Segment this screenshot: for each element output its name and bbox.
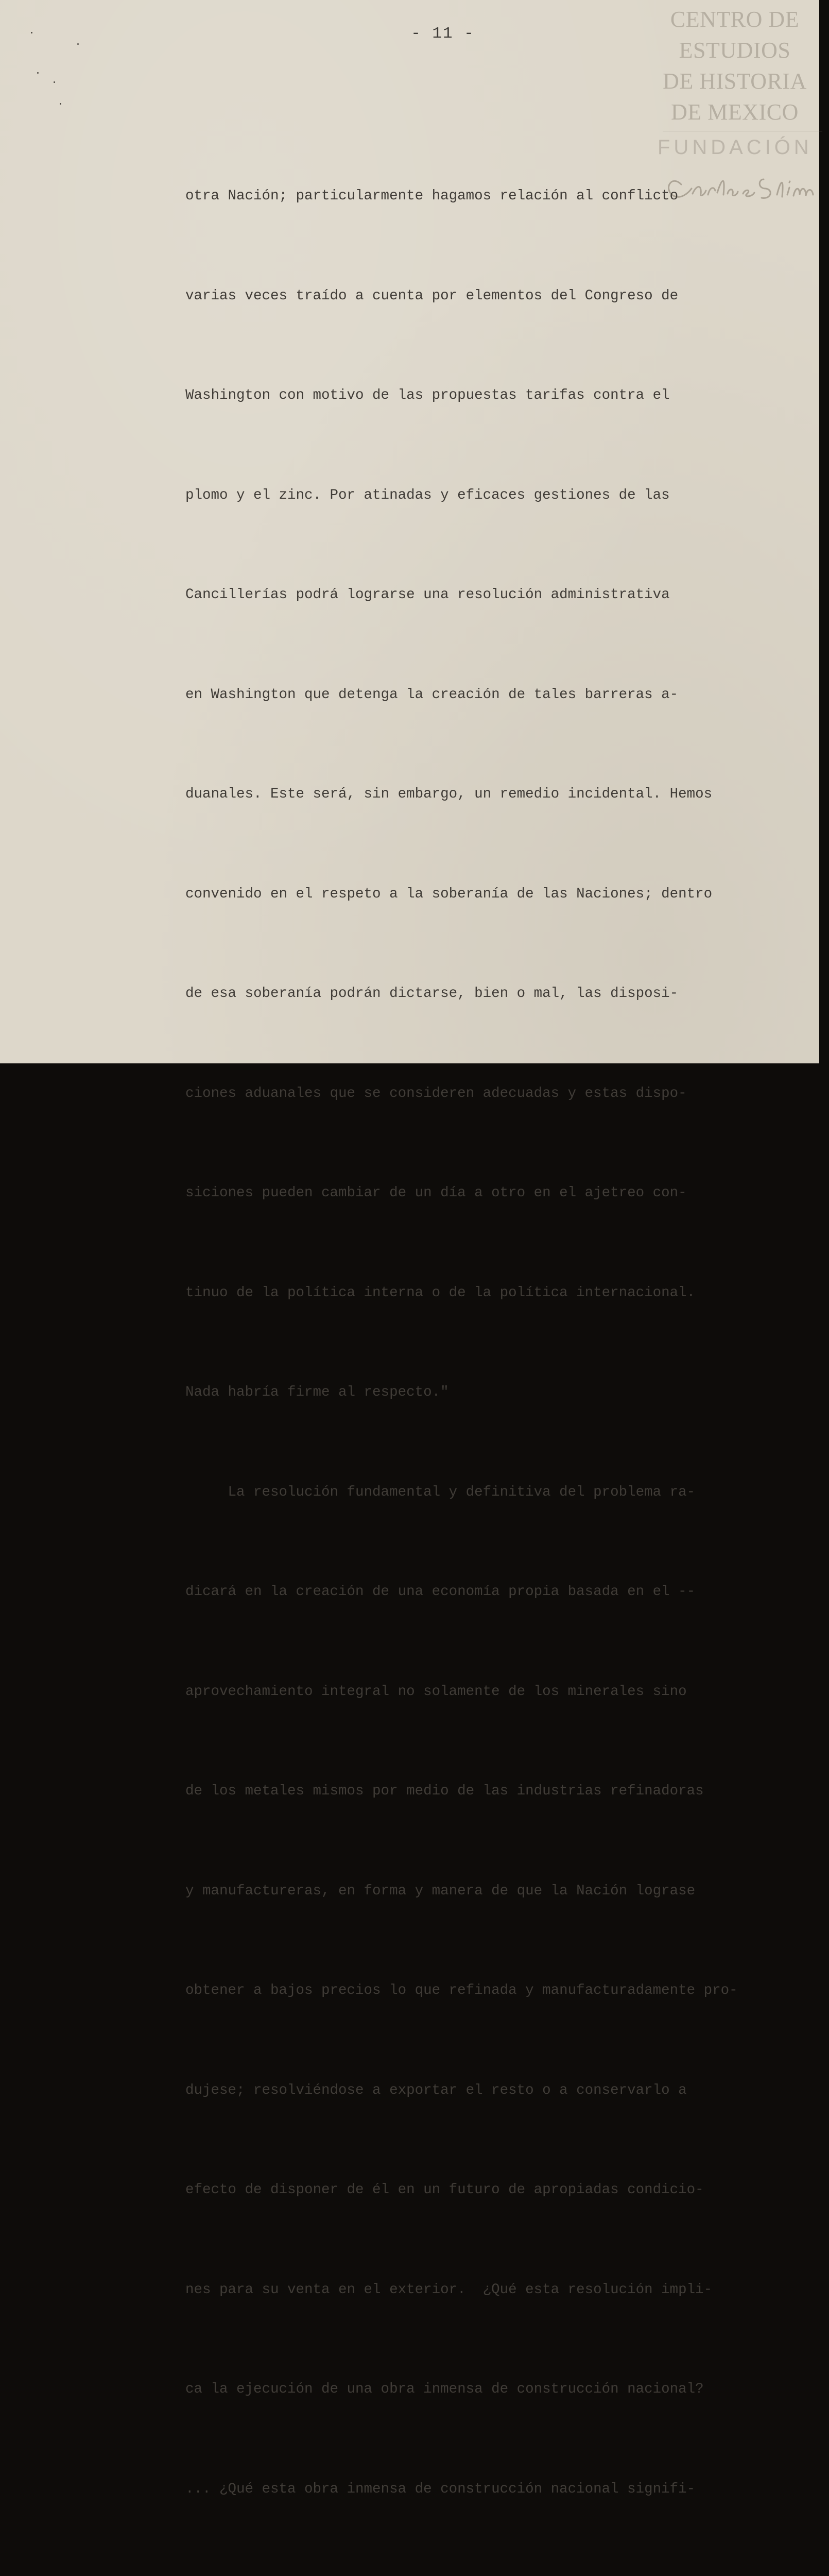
text-line: varias veces traído a cuenta por elementos del Congreso de (185, 287, 679, 304)
watermark-line: CENTRO DE (670, 7, 800, 32)
text-line: ... ¿Qué esta obra inmensa de construcción nacional signifi- (185, 2481, 696, 2497)
watermark-line: ESTUDIOS (679, 38, 791, 63)
text-line: convenido en el respeto a la soberanía de las Naciones; dentro (185, 886, 713, 902)
text-line: ca la ejecución de una obra inmensa de construcción nacional? (185, 2381, 704, 2397)
text-line: dicará en la creación de una economía propia basada en el -- (185, 1584, 696, 1600)
text-line: nes para su venta en el exterior. ¿Qué esta resolución impli- (185, 2281, 713, 2298)
text-line: y manufactureras, en forma y manera de que la Nación lograse (185, 1883, 696, 1899)
page-number: - 11 - (411, 25, 475, 43)
text-line: Washington con motivo de las propuestas tarifas contra el (185, 387, 670, 403)
text-line: de esa soberanía podrán dictarse, bien o mal, las disposi- (185, 986, 679, 1002)
text-line: Nada habría firme al respecto." (185, 1384, 449, 1400)
text-line: duanales. Este será, sin embargo, un remedio incidental. Hemos (185, 786, 713, 802)
text-line: siciones pueden cambiar de un día a otro en el ajetreo con- (185, 1185, 687, 1201)
watermark-foundation: FUNDACIÓN (658, 136, 813, 159)
text-line: tinuo de la política interna o de la política internacional. (185, 1284, 696, 1301)
text-line: dujese; resolviéndose a exportar el resto o a conservarlo a (185, 2082, 687, 2098)
watermark-line: DE MEXICO (671, 99, 799, 125)
text-line: La resolución fundamental y definitiva del problema ra- (185, 1484, 696, 1500)
text-line: en Washington que detenga la creación de tales barreras a- (185, 686, 679, 703)
text-line: plomo y el zinc. Por atinadas y eficaces gestiones de las (185, 487, 670, 503)
typed-body-text (185, 113, 829, 2576)
text-line: ciones aduanales que se consideren adecuadas y estas dispo- (185, 1085, 687, 1101)
text-line: aprovechamiento integral no solamente de los minerales sino (185, 1683, 687, 1700)
text-line (185, 2572, 829, 2576)
watermark-line: DE HISTORIA (663, 69, 807, 94)
text-line: de los metales mismos por medio de las industrias refinadoras (185, 1783, 704, 1799)
text-line: otra Nación; particularmente hagamos relación al conflicto (185, 188, 679, 204)
text-line: efecto de disponer de él en un futuro de apropiadas condicio- (185, 2182, 704, 2198)
text-line: obtener a bajos precios lo que refinada y manufacturadamente pro- (185, 1982, 738, 1998)
text-line: Cancillerías podrá lograrse una resolución administrativa (185, 587, 670, 603)
